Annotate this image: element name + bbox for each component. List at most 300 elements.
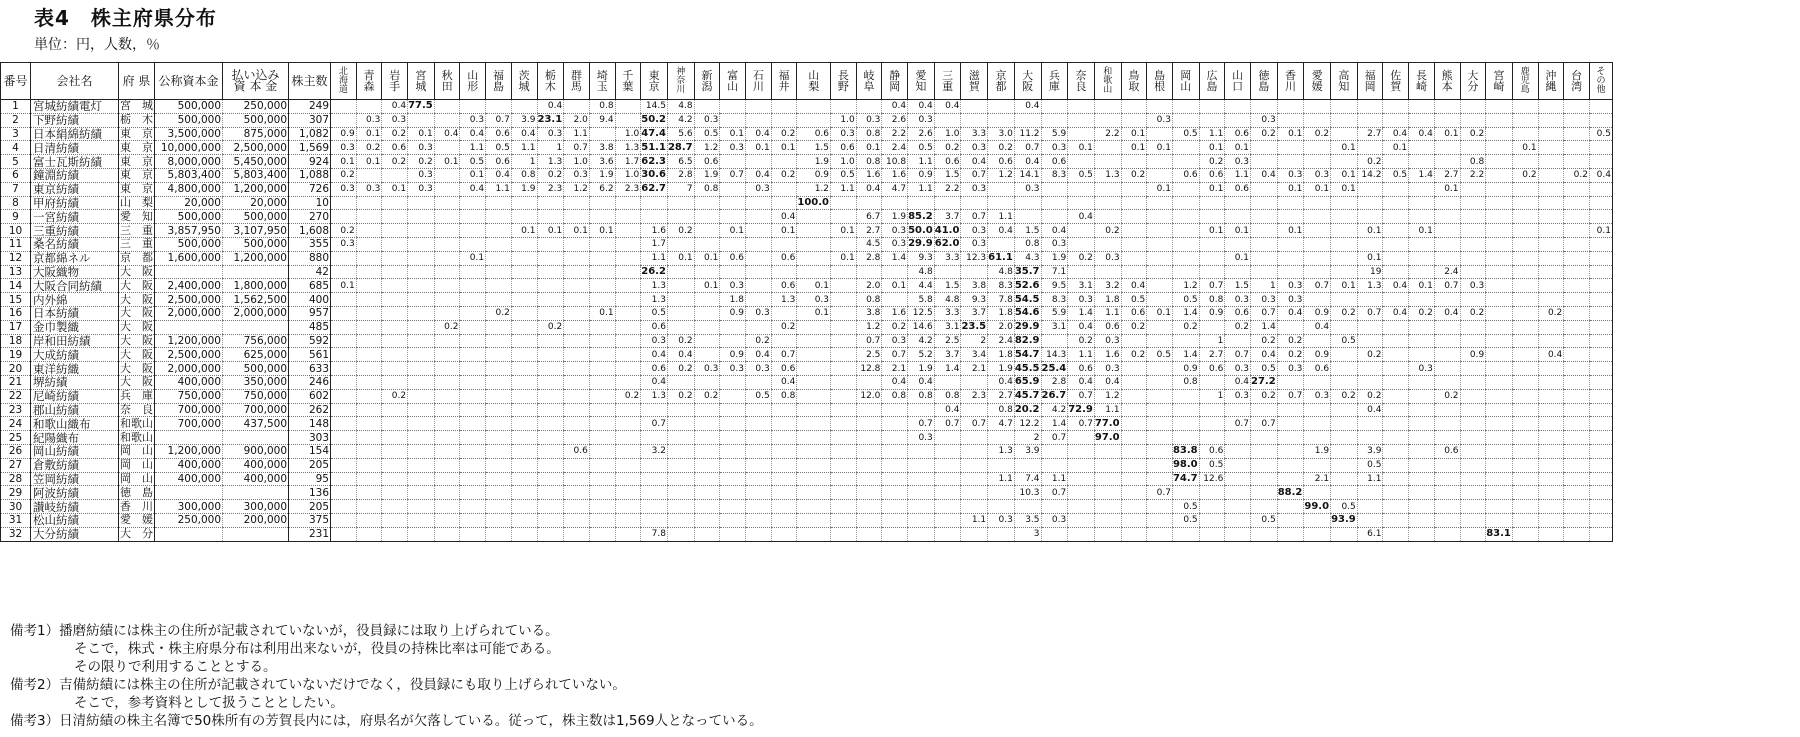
share-percent	[1147, 224, 1173, 238]
share-percent	[746, 279, 772, 293]
shareholder-count: 375	[289, 513, 331, 527]
share-percent	[408, 458, 435, 472]
share-percent	[1041, 113, 1068, 127]
share-percent	[1589, 196, 1612, 210]
table-row	[1, 210, 1613, 224]
share-percent	[1014, 458, 1041, 472]
authorized-capital: 500,000	[155, 210, 223, 224]
share-percent	[1041, 500, 1068, 514]
header-prefecture-col: 岩 手	[382, 63, 408, 100]
share-percent	[408, 334, 435, 348]
share-percent	[356, 210, 382, 224]
share-percent	[1121, 334, 1147, 348]
share-percent: 1.4	[1409, 168, 1435, 182]
share-percent	[694, 348, 720, 362]
share-percent: 0.1	[694, 279, 720, 293]
share-percent	[1199, 375, 1225, 389]
row-number: 32	[1, 527, 31, 541]
share-percent	[1251, 196, 1278, 210]
share-percent: 1.3	[641, 293, 668, 307]
share-percent	[1199, 486, 1225, 500]
share-percent	[856, 431, 882, 445]
share-percent	[1251, 403, 1278, 417]
share-percent: 50.2	[641, 114, 666, 126]
share-percent	[1172, 431, 1199, 445]
share-percent	[615, 444, 641, 458]
share-percent: 0.1	[434, 155, 460, 169]
share-percent	[961, 458, 988, 472]
share-percent: 23.5	[961, 321, 987, 333]
share-percent	[434, 417, 460, 431]
company-name: 紀陽織布	[31, 431, 119, 445]
share-percent	[831, 431, 857, 445]
share-percent: 0.1	[589, 306, 615, 320]
share-percent	[1277, 251, 1304, 265]
share-percent	[511, 500, 537, 514]
share-percent: 0.2	[1460, 127, 1486, 141]
share-percent	[1460, 293, 1486, 307]
share-percent	[434, 362, 460, 376]
header-prefecture-col: 秋 田	[434, 63, 460, 100]
share-percent	[434, 403, 460, 417]
share-percent	[1199, 320, 1225, 334]
share-percent	[382, 500, 408, 514]
share-percent	[934, 196, 961, 210]
share-percent	[408, 375, 435, 389]
authorized-capital: 400,000	[155, 472, 223, 486]
share-percent	[694, 237, 720, 251]
share-percent	[1147, 362, 1173, 376]
share-percent	[1121, 431, 1147, 445]
share-percent	[356, 320, 382, 334]
share-percent: 0.9	[1304, 348, 1331, 362]
header-prefecture-col: 岡 山	[1172, 63, 1199, 100]
share-percent	[882, 293, 908, 307]
share-percent	[1409, 348, 1435, 362]
share-percent	[1277, 265, 1304, 279]
share-percent	[382, 210, 408, 224]
share-percent	[1251, 141, 1278, 155]
share-percent	[1564, 403, 1590, 417]
share-percent: 0.3	[1225, 389, 1251, 403]
row-number: 5	[1, 155, 31, 169]
share-percent: 0.2	[537, 320, 564, 334]
authorized-capital: 2,000,000	[155, 306, 223, 320]
row-number: 13	[1, 265, 31, 279]
share-percent	[1538, 196, 1564, 210]
share-percent: 0.4	[1068, 320, 1095, 334]
share-percent: 2.0	[988, 320, 1015, 334]
share-percent	[1564, 127, 1590, 141]
share-percent	[486, 500, 512, 514]
share-percent	[641, 431, 668, 445]
share-percent	[856, 527, 882, 541]
share-percent	[1409, 444, 1435, 458]
share-percent: 5.2	[908, 348, 935, 362]
share-percent	[908, 500, 935, 514]
share-percent: 0.2	[771, 168, 797, 182]
share-percent	[356, 196, 382, 210]
share-percent	[1589, 417, 1612, 431]
paid-capital: 2,000,000	[223, 306, 289, 320]
share-percent: 0.9	[331, 127, 357, 141]
share-percent	[720, 472, 746, 486]
share-percent	[615, 293, 641, 307]
share-percent: 0.4	[511, 127, 537, 141]
share-percent: 1.6	[1094, 348, 1121, 362]
share-percent: 1.5	[797, 141, 831, 155]
share-percent: 0.4	[746, 168, 772, 182]
share-percent: 0.6	[564, 444, 590, 458]
home-prefecture: 徳 島	[120, 485, 153, 499]
share-percent	[1383, 293, 1409, 307]
share-percent: 1.4	[882, 251, 908, 265]
share-percent: 0.1	[1199, 182, 1225, 196]
share-percent: 3	[1014, 527, 1041, 541]
share-percent	[720, 417, 746, 431]
share-percent	[1357, 417, 1383, 431]
share-percent	[1331, 431, 1358, 445]
share-percent: 2.7	[1434, 168, 1460, 182]
share-percent	[1512, 196, 1538, 210]
share-percent: 1.3	[641, 389, 668, 403]
share-percent	[589, 210, 615, 224]
share-percent	[615, 100, 641, 114]
share-percent	[382, 237, 408, 251]
share-percent	[1486, 265, 1513, 279]
shareholder-count: 1,082	[289, 127, 331, 141]
share-percent	[694, 320, 720, 334]
share-percent	[1460, 527, 1486, 541]
share-percent	[564, 527, 590, 541]
share-percent	[331, 375, 357, 389]
share-percent: 19	[1357, 265, 1383, 279]
header-prefecture-col: 新 潟	[694, 63, 720, 100]
share-percent	[1357, 210, 1383, 224]
share-percent	[1486, 472, 1513, 486]
share-percent	[1434, 113, 1460, 127]
share-percent	[434, 348, 460, 362]
share-percent: 0.3	[720, 141, 746, 155]
share-percent	[1383, 348, 1409, 362]
share-percent	[1331, 375, 1358, 389]
share-percent	[831, 320, 857, 334]
table-row	[1, 100, 1613, 114]
share-percent	[1589, 444, 1612, 458]
share-percent	[382, 196, 408, 210]
share-percent: 41.0	[934, 224, 960, 236]
share-percent	[1172, 403, 1199, 417]
share-percent	[1486, 155, 1513, 169]
share-percent: 100.0	[797, 196, 830, 208]
share-percent	[1357, 113, 1383, 127]
share-percent	[1277, 458, 1304, 472]
share-percent	[1121, 196, 1147, 210]
share-percent: 0.3	[356, 113, 382, 127]
paid-capital: 350,000	[223, 375, 289, 389]
share-percent: 85.2	[908, 210, 933, 222]
share-percent	[537, 458, 564, 472]
share-percent: 1.4	[1041, 417, 1068, 431]
share-percent	[408, 472, 435, 486]
share-percent	[831, 306, 857, 320]
share-percent	[1331, 196, 1358, 210]
share-percent	[382, 348, 408, 362]
share-percent: 1.3	[1094, 168, 1121, 182]
home-prefecture: 大 阪	[120, 265, 153, 278]
share-percent: 27.2	[1251, 376, 1276, 388]
share-percent: 0.6	[694, 155, 720, 169]
share-percent	[1564, 513, 1590, 527]
share-percent: 45.7	[1014, 390, 1040, 402]
header-prefecture-col: 大 分	[1460, 63, 1486, 100]
share-percent: 0.4	[934, 403, 961, 417]
share-percent	[797, 527, 831, 541]
share-percent	[1277, 210, 1304, 224]
share-percent	[331, 265, 357, 279]
share-percent: 0.2	[1331, 389, 1358, 403]
share-percent: 0.3	[720, 279, 746, 293]
share-percent	[771, 306, 797, 320]
share-percent: 3.7	[934, 348, 961, 362]
share-percent	[486, 389, 512, 403]
share-percent	[1589, 431, 1612, 445]
share-percent: 0.2	[1357, 348, 1383, 362]
share-percent	[1512, 265, 1538, 279]
share-percent	[694, 334, 720, 348]
share-percent	[961, 431, 988, 445]
share-percent	[746, 444, 772, 458]
share-percent	[1094, 196, 1121, 210]
share-percent	[1147, 320, 1173, 334]
share-percent	[434, 486, 460, 500]
share-percent	[1172, 334, 1199, 348]
paid-capital: 500,000	[223, 210, 289, 224]
share-percent: 2.2	[1094, 127, 1121, 141]
share-percent	[746, 251, 772, 265]
share-percent	[1538, 265, 1564, 279]
share-percent: 0.4	[1225, 375, 1251, 389]
row-number: 19	[1, 348, 31, 362]
share-percent	[1172, 196, 1199, 210]
share-percent	[1434, 224, 1460, 238]
share-percent: 0.1	[382, 182, 408, 196]
share-percent: 0.7	[1277, 389, 1304, 403]
paid-capital	[223, 265, 289, 279]
share-percent	[1512, 513, 1538, 527]
header-prefecture-col: 福 井	[771, 63, 797, 100]
share-percent: 0.3	[961, 182, 988, 196]
share-percent	[460, 100, 486, 114]
company-name: 讃岐紡績	[31, 500, 119, 514]
share-percent	[797, 251, 831, 265]
share-percent	[460, 320, 486, 334]
share-percent	[1460, 444, 1486, 458]
share-percent	[1460, 431, 1486, 445]
share-percent: 0.3	[908, 113, 935, 127]
paid-capital	[223, 527, 289, 541]
paid-capital: 900,000	[223, 444, 289, 458]
share-percent	[771, 458, 797, 472]
share-percent: 45.5	[1014, 362, 1040, 374]
share-percent	[1538, 375, 1564, 389]
share-percent: 7.8	[641, 527, 668, 541]
share-percent: 0.6	[797, 127, 831, 141]
share-percent	[988, 113, 1015, 127]
share-percent	[408, 279, 435, 293]
company-name: 阿波紡績	[31, 486, 119, 500]
share-percent	[1409, 251, 1435, 265]
share-percent	[1460, 265, 1486, 279]
share-percent: 0.2	[382, 155, 408, 169]
share-percent: 0.1	[771, 224, 797, 238]
share-percent: 0.4	[1304, 320, 1331, 334]
share-percent	[1512, 237, 1538, 251]
share-percent: 0.9	[1304, 306, 1331, 320]
share-percent: 1.2	[1094, 389, 1121, 403]
shareholder-count: 246	[289, 375, 331, 389]
share-percent	[356, 293, 382, 307]
share-percent: 1.6	[641, 224, 668, 238]
share-percent	[1225, 444, 1251, 458]
home-prefecture: 東 京	[120, 127, 153, 140]
share-percent	[434, 196, 460, 210]
share-percent	[1121, 403, 1147, 417]
table-row	[1, 113, 1613, 127]
share-percent: 0.6	[1121, 306, 1147, 320]
share-percent: 0.5	[831, 168, 857, 182]
row-number: 28	[1, 472, 31, 486]
share-percent: 0.8	[856, 293, 882, 307]
share-percent	[564, 486, 590, 500]
share-percent	[434, 168, 460, 182]
share-percent	[1199, 527, 1225, 541]
share-percent	[1589, 100, 1612, 114]
share-percent	[1486, 362, 1513, 376]
company-name: 三重紡績	[31, 224, 119, 238]
share-percent	[1383, 100, 1409, 114]
share-percent	[1357, 334, 1383, 348]
share-percent	[1304, 513, 1331, 527]
share-percent	[1434, 527, 1460, 541]
share-percent	[667, 431, 694, 445]
share-percent: 28.7	[667, 141, 693, 153]
share-percent: 1.4	[1172, 306, 1199, 320]
share-percent	[1512, 431, 1538, 445]
shareholder-count: 633	[289, 362, 331, 376]
share-percent	[434, 472, 460, 486]
share-percent: 1	[1199, 389, 1225, 403]
share-percent	[1383, 375, 1409, 389]
share-percent	[1564, 527, 1590, 541]
share-percent	[589, 389, 615, 403]
share-percent: 0.1	[460, 168, 486, 182]
share-percent	[589, 375, 615, 389]
share-percent: 2.7	[988, 389, 1015, 403]
share-percent: 1.1	[1094, 403, 1121, 417]
share-percent: 1.3	[988, 444, 1015, 458]
share-percent	[1251, 500, 1278, 514]
share-percent	[615, 513, 641, 527]
share-percent	[1304, 141, 1331, 155]
share-percent	[1121, 251, 1147, 265]
share-percent	[1460, 389, 1486, 403]
share-percent	[856, 472, 882, 486]
share-percent	[1383, 224, 1409, 238]
home-prefecture: 和歌山	[120, 430, 153, 444]
share-percent: 0.3	[564, 168, 590, 182]
share-percent	[1589, 334, 1612, 348]
share-percent	[667, 500, 694, 514]
share-percent	[589, 348, 615, 362]
share-percent	[771, 334, 797, 348]
header-prefecture-col: 福 岡	[1357, 63, 1383, 100]
share-percent	[1304, 403, 1331, 417]
paid-capital: 500,000	[223, 113, 289, 127]
share-percent: 7.4	[1014, 472, 1041, 486]
share-percent	[1486, 486, 1513, 500]
share-percent	[1383, 334, 1409, 348]
share-percent	[797, 334, 831, 348]
share-percent: 0.4	[1068, 210, 1095, 224]
share-percent: 1.5	[1225, 279, 1251, 293]
share-percent	[1304, 251, 1331, 265]
share-percent	[1331, 486, 1358, 500]
share-percent	[434, 334, 460, 348]
share-percent: 0.6	[1434, 444, 1460, 458]
share-percent	[746, 527, 772, 541]
share-percent	[1357, 431, 1383, 445]
share-percent: 0.1	[1068, 141, 1095, 155]
share-percent	[408, 196, 435, 210]
share-percent	[1564, 113, 1590, 127]
shareholder-count: 355	[289, 237, 331, 251]
share-percent	[537, 389, 564, 403]
share-percent	[1277, 237, 1304, 251]
share-percent: 0.6	[382, 141, 408, 155]
share-percent: 0.2	[331, 168, 357, 182]
share-percent	[1383, 458, 1409, 472]
table-row	[1, 279, 1613, 293]
shareholder-count: 249	[289, 100, 331, 114]
share-percent	[1147, 168, 1173, 182]
share-percent	[382, 472, 408, 486]
share-percent: 1.9	[511, 182, 537, 196]
share-percent	[356, 527, 382, 541]
share-percent	[1434, 472, 1460, 486]
share-percent	[694, 417, 720, 431]
share-percent	[511, 444, 537, 458]
share-percent: 6.5	[667, 155, 694, 169]
share-percent: 0.6	[1225, 182, 1251, 196]
share-percent: 0.1	[1434, 127, 1460, 141]
share-percent	[589, 417, 615, 431]
share-percent	[1331, 265, 1358, 279]
share-percent	[564, 375, 590, 389]
share-percent	[1304, 334, 1331, 348]
share-percent	[408, 431, 435, 445]
share-percent: 5.9	[1041, 127, 1068, 141]
company-name: 甲府紡績	[31, 196, 119, 210]
share-percent	[746, 486, 772, 500]
share-percent	[460, 224, 486, 238]
header-prefecture-col: 山 形	[460, 63, 486, 100]
share-percent: 0.3	[1094, 251, 1121, 265]
share-percent	[1564, 141, 1590, 155]
share-percent	[831, 334, 857, 348]
table-row	[1, 362, 1613, 376]
share-percent	[1564, 196, 1590, 210]
